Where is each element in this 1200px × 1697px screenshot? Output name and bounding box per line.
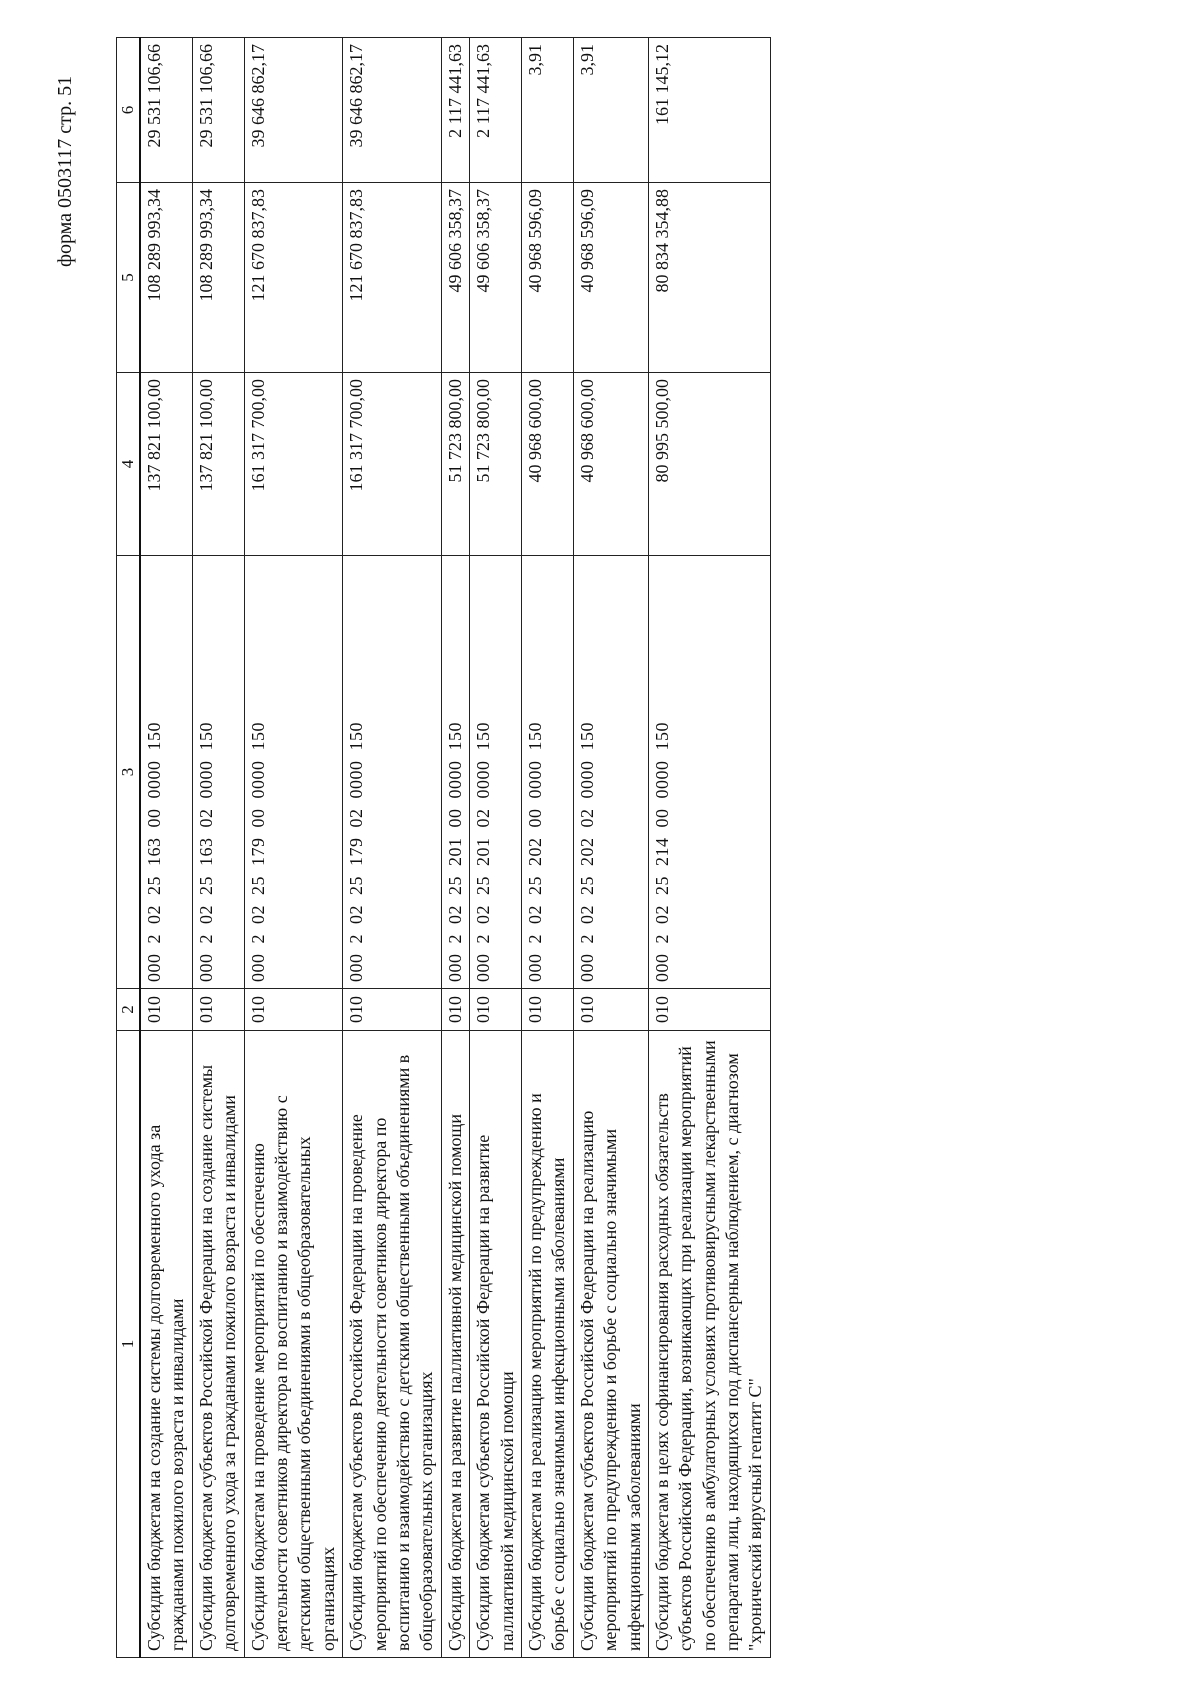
approved-amount: 161 317 700,00	[244, 373, 343, 556]
executed-amount: 49 606 358,37	[441, 183, 469, 373]
approved-amount: 137 821 100,00	[140, 373, 192, 556]
line-code: 010	[521, 989, 573, 1031]
executed-amount: 108 289 993,34	[192, 183, 244, 373]
column-header: 1	[117, 1031, 141, 1658]
unexecuted-amount: 2 117 441,63	[470, 38, 522, 183]
unexecuted-amount: 161 145,12	[648, 38, 770, 183]
unexecuted-amount: 3,91	[573, 38, 648, 183]
approved-amount: 161 317 700,00	[343, 373, 442, 556]
line-code: 010	[470, 989, 522, 1031]
line-code: 010	[648, 989, 770, 1031]
table-row	[521, 38, 573, 1658]
column-header: 4	[117, 373, 141, 556]
table-row	[343, 38, 442, 1658]
executed-amount: 80 834 354,88	[648, 183, 770, 373]
table-row	[648, 38, 770, 1658]
budget-code: 000 2 02 25 202 02 0000 150	[573, 556, 648, 989]
column-header: 5	[117, 183, 141, 373]
row-name: Субсидии бюджетам на создание системы долговременного ухода за гражданами пожилого возраста и инвалидами	[140, 1031, 192, 1658]
approved-amount: 80 995 500,00	[648, 373, 770, 556]
line-code: 010	[441, 989, 469, 1031]
executed-amount: 40 968 596,09	[573, 183, 648, 373]
unexecuted-amount: 2 117 441,63	[441, 38, 469, 183]
approved-amount: 40 968 600,00	[573, 373, 648, 556]
line-code: 010	[192, 989, 244, 1031]
executed-amount: 121 670 837,83	[343, 183, 442, 373]
table-row	[573, 38, 648, 1658]
row-name: Субсидии бюджетам субъектов Российской Федерации на создание системы долговременного ухода за гражданами пожилого возраста и инвалидами	[192, 1031, 244, 1658]
line-code: 010	[343, 989, 442, 1031]
budget-code: 000 2 02 25 201 00 0000 150	[441, 556, 469, 989]
line-code: 010	[573, 989, 648, 1031]
budget-code: 000 2 02 25 179 00 0000 150	[244, 556, 343, 989]
column-number-row	[117, 38, 141, 1658]
row-name: Субсидии бюджетам на реализацию мероприятий по предупреждению и борьбе с социально значимыми инфекционными заболеваниями	[521, 1031, 573, 1658]
row-name: Субсидии бюджетам на развитие паллиативной медицинской помощи	[441, 1031, 469, 1658]
executed-amount: 49 606 358,37	[470, 183, 522, 373]
unexecuted-amount: 39 646 862,17	[244, 38, 343, 183]
row-name: Субсидии бюджетам субъектов Российской Федерации на проведение мероприятий по обеспечению деятельности советников директора по воспитанию и взаимодействию с детскими общественными объединениями в общеобразовательных организациях	[343, 1031, 442, 1658]
budget-code: 000 2 02 25 214 00 0000 150	[648, 556, 770, 989]
line-code: 010	[244, 989, 343, 1031]
row-name: Субсидии бюджетам субъектов Российской Федерации на реализацию мероприятий по предупреждению и борьбе с социально значимыми инфекционными заболеваниями	[573, 1031, 648, 1658]
row-name: Субсидии бюджетам в целях софинансирования расходных обязательств субъектов Российской Федерации, возникающих при реализации мероприятий по обеспечению в амбулаторных условиях противовирусными лекарственными препаратами лиц, находящихся под диспансерным наблюдением, с диагнозом "хронический вирусный гепатит С"	[648, 1031, 770, 1658]
budget-code: 000 2 02 25 163 02 0000 150	[192, 556, 244, 989]
budget-code: 000 2 02 25 201 02 0000 150	[470, 556, 522, 989]
executed-amount: 108 289 993,34	[140, 183, 192, 373]
column-header: 2	[117, 989, 141, 1031]
budget-code: 000 2 02 25 179 02 0000 150	[343, 556, 442, 989]
unexecuted-amount: 29 531 106,66	[140, 38, 192, 183]
row-name: Субсидии бюджетам субъектов Российской Федерации на развитие паллиативной медицинской помощи	[470, 1031, 522, 1658]
line-code: 010	[140, 989, 192, 1031]
table-row	[470, 38, 522, 1658]
unexecuted-amount: 29 531 106,66	[192, 38, 244, 183]
executed-amount: 121 670 837,83	[244, 183, 343, 373]
unexecuted-amount: 39 646 862,17	[343, 38, 442, 183]
budget-code: 000 2 02 25 163 00 0000 150	[140, 556, 192, 989]
budget-code: 000 2 02 25 202 00 0000 150	[521, 556, 573, 989]
table-row	[441, 38, 469, 1658]
table-row	[192, 38, 244, 1658]
approved-amount: 40 968 600,00	[521, 373, 573, 556]
executed-amount: 40 968 596,09	[521, 183, 573, 373]
approved-amount: 51 723 800,00	[470, 373, 522, 556]
column-header: 6	[117, 38, 141, 183]
approved-amount: 137 821 100,00	[192, 373, 244, 556]
approved-amount: 51 723 800,00	[441, 373, 469, 556]
form-label: форма 0503117 стр. 51	[54, 75, 76, 267]
table-row	[244, 38, 343, 1658]
unexecuted-amount: 3,91	[521, 38, 573, 183]
row-name: Субсидии бюджетам на проведение мероприятий по обеспечению деятельности советников директора по воспитанию и взаимодействию с детскими общественными объединениями в общеобразовательных организациях	[244, 1031, 343, 1658]
table-row	[140, 38, 192, 1658]
column-header: 3	[117, 556, 141, 989]
report-table	[116, 37, 771, 1658]
